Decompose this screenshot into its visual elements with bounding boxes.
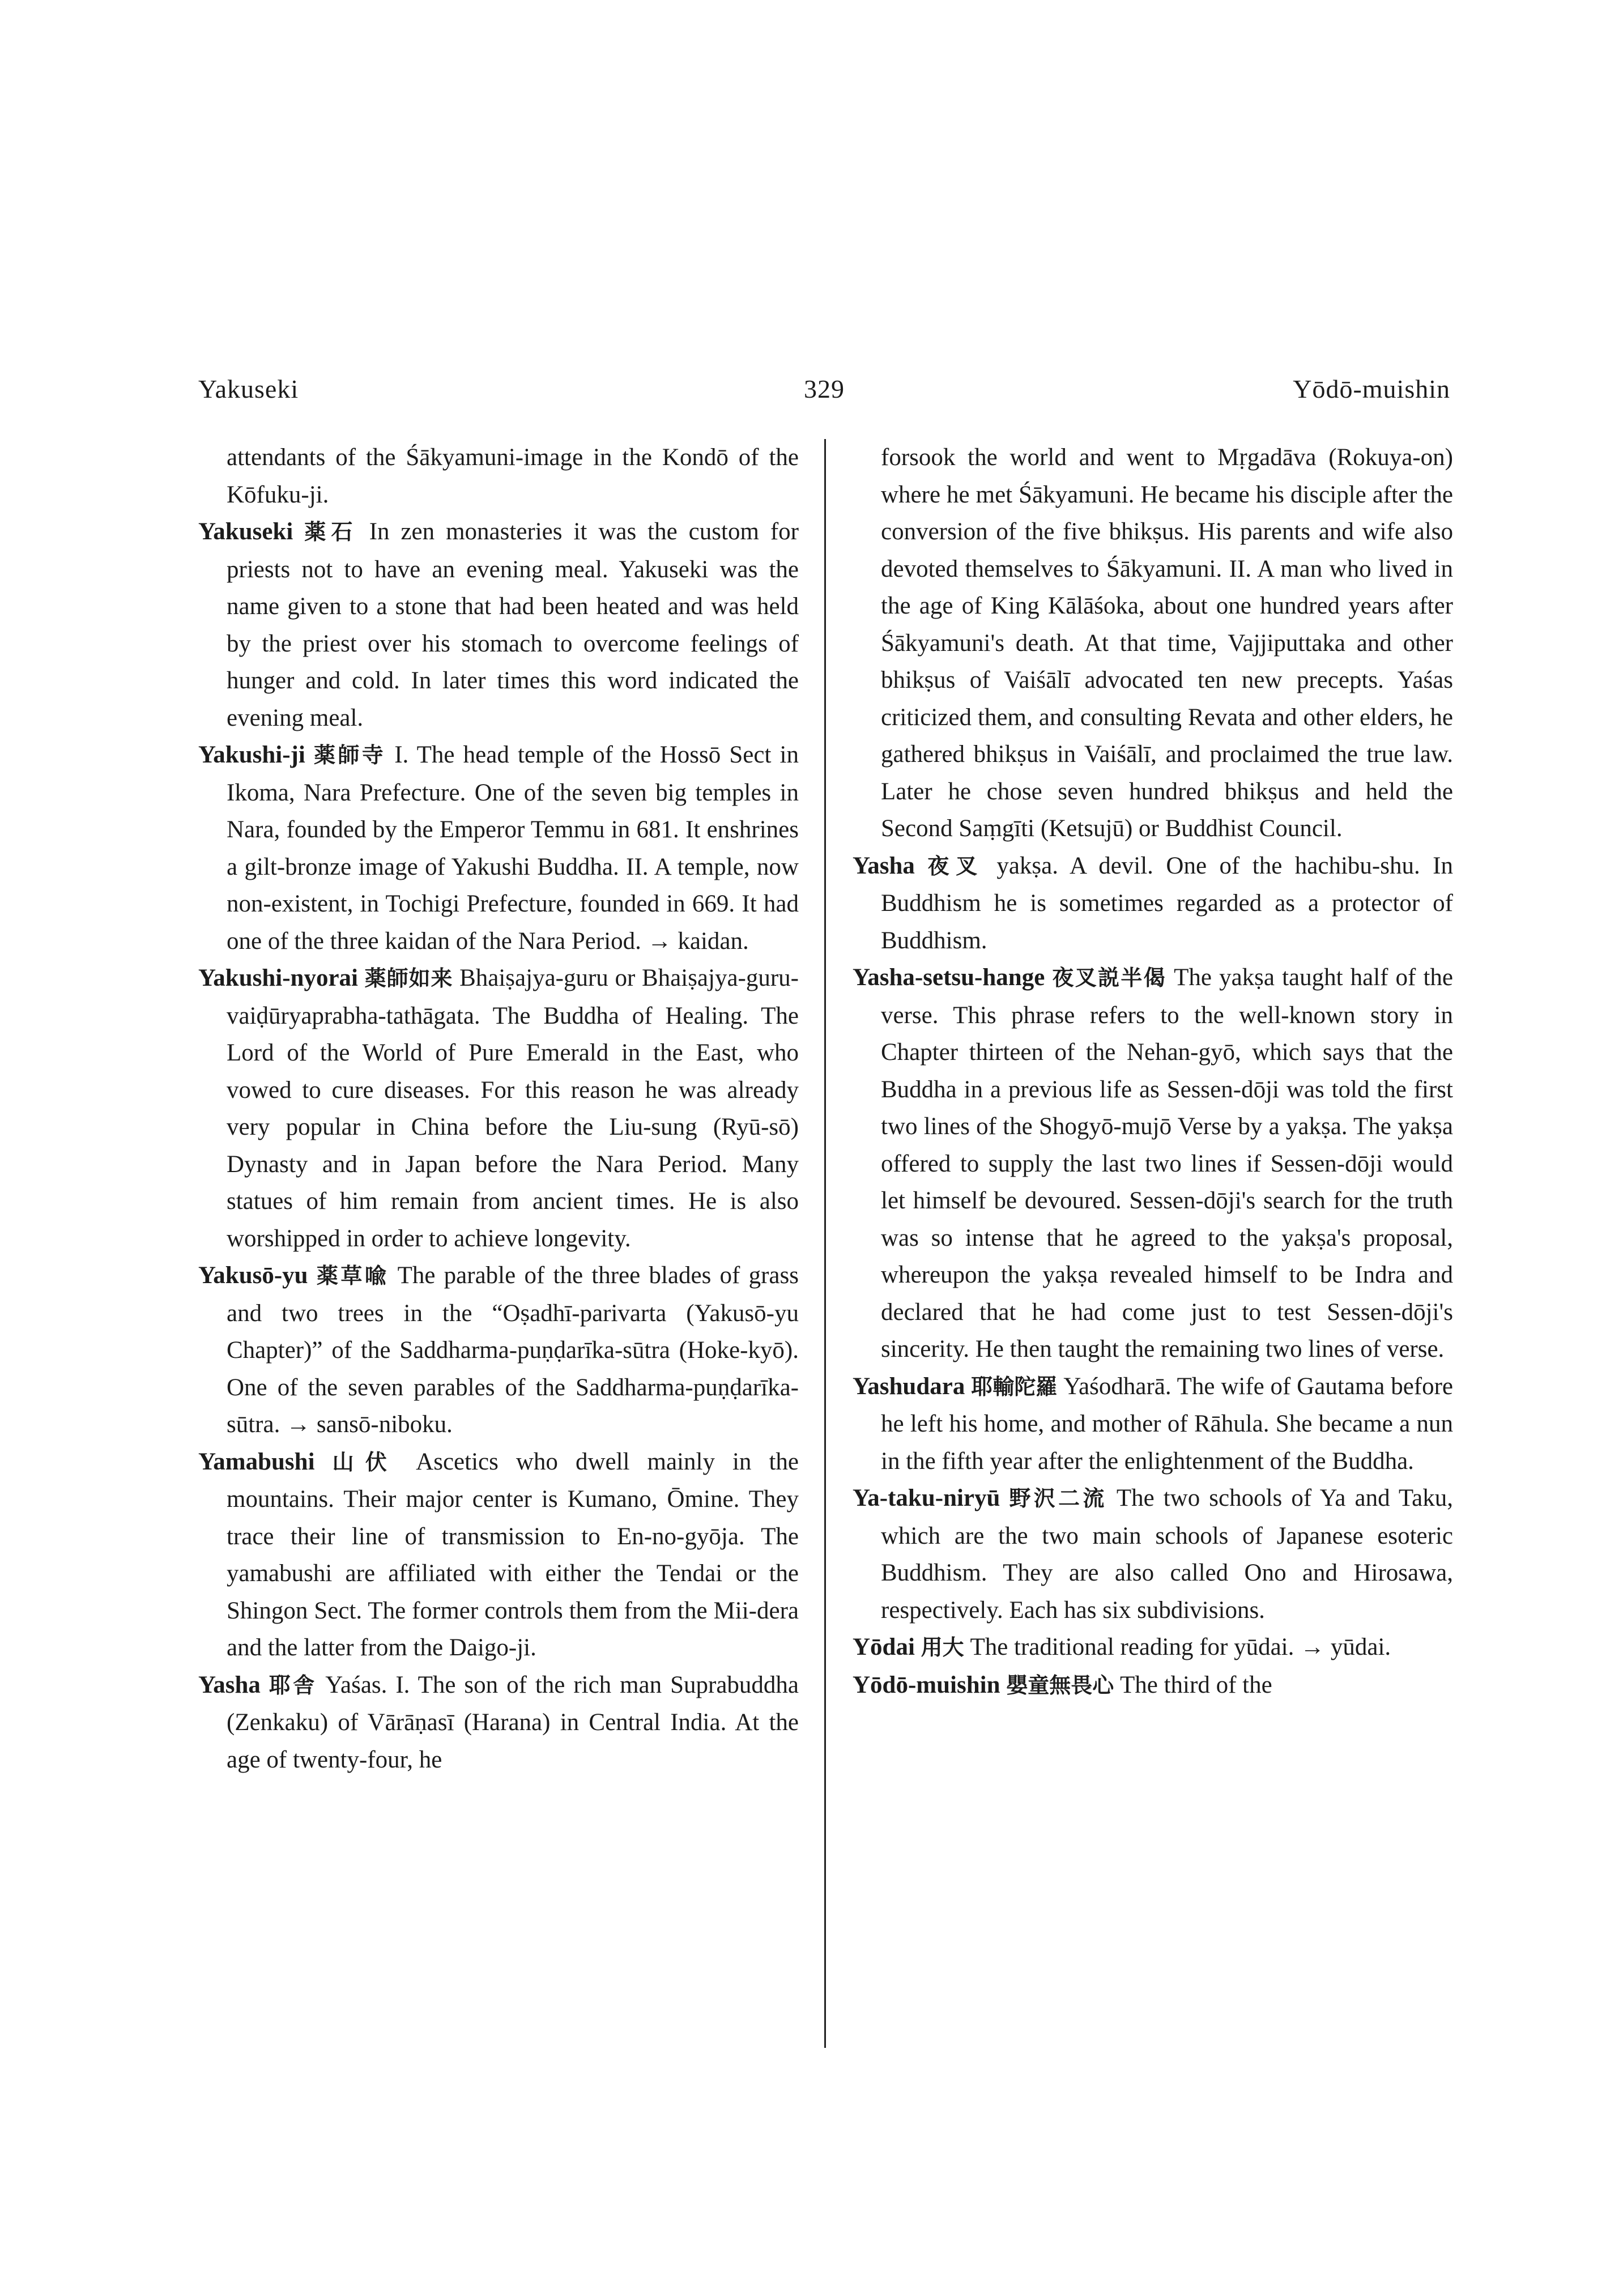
dictionary-entry xyxy=(853,1368,1453,1480)
entry-definition: Yaśas. I. The son of the rich man Suprabuddha (Zenkaku) of Vārāṇasī (Harana) in Central India. At the age of twenty-four, he xyxy=(227,1671,799,1773)
entry-headword: Yōdō-muishin xyxy=(853,1671,1000,1698)
entry-kanji: 野沢二流 xyxy=(1009,1486,1107,1511)
dictionary-entry xyxy=(853,1629,1453,1667)
header-right-guide-word: Yōdō-muishin xyxy=(1293,374,1450,403)
entry-definition: I. The head temple of the Hossō Sect in Ikoma, Nara Prefecture. One of the seven big temples in Nara, founded by the Emperor Temmu in 681. It enshrines a gilt-bronze image of Yakushi Buddha. II. A temple, now non-existent, in Tochigi Prefecture, founded in 669. It had one of the three kaidan of the Nara Period. → kaidan. xyxy=(227,742,799,955)
entry-headword: Yakusō-yu xyxy=(198,1262,308,1289)
entry-definition: yakṣa. A devil. One of the hachibu-shu. In Buddhism he is sometimes regarded as a protector of Buddhism. xyxy=(881,852,1453,954)
entry-headword: Yasha xyxy=(853,852,915,879)
entry-kanji: 用大 xyxy=(921,1635,964,1660)
continued-entry: attendants of the Śākyamuni-image in the Kondō of the Kōfuku-ji. xyxy=(227,444,799,508)
column-divider xyxy=(824,439,826,2048)
entry-kanji: 耶輸陀羅 xyxy=(971,1374,1058,1399)
entry-definition: The parable of the three blades of grass and two trees in the “Oṣadhī-parivarta (Yakusō-yu Chapter)” of the Saddharma-puṇḍarīka-sūtra (Hoke-kyō). One of the seven parables of the Saddharma-puṇḍarīka-sūtra. → sansō-niboku. xyxy=(227,1262,799,1438)
running-header xyxy=(198,374,1450,419)
dictionary-entry xyxy=(853,1480,1453,1629)
entry-definition: The yakṣa taught half of the verse. This phrase refers to the well-known story in Chapter thirteen of the Nehan-gyō, which says that the Buddha in a previous life as Sessen-dōji was told the first two lines of the Shogyō-mujō Verse by a yakṣa. The yakṣa offered to supply the last two lines if Sessen-dōji would let himself be devoured. Sessen-dōji's search for the truth was so intense that he agreed to the yakṣa's proposal, whereupon the yakṣa revealed himself to be Indra and declared that he had come just to test Sessen-dōji's sincerity. He then taught the remaining two lines of verse. xyxy=(881,964,1453,1362)
entry-headword: Yōdai xyxy=(853,1634,915,1660)
dictionary-entry xyxy=(198,1667,799,1779)
entry-headword: Yasha xyxy=(198,1671,261,1698)
entry-kanji: 耶舎 xyxy=(269,1672,317,1698)
dictionary-entry xyxy=(853,959,1453,1368)
left-column xyxy=(198,439,799,1778)
entry-definition: In zen monasteries it was the custom for priests not to have an evening meal. Yakuseki was the name given to a stone that had been heated and was held by the priest over his stomach to overcome feelings of hunger and cold. In later times this word indicated the evening meal. xyxy=(227,518,799,731)
entry-kanji: 山伏 xyxy=(332,1449,399,1475)
entry-definition: Yaśodharā. The wife of Gautama before he left his home, and mother of Rāhula. She became a nun in the fifth year after the enlightenment of the Buddha. xyxy=(881,1373,1454,1475)
dictionary-entry xyxy=(198,1257,799,1443)
continued-entry: forsook the world and went to Mṛgadāva (Rokuya-on) where he met Śākyamuni. He became his disciple after the conversion of the five bhikṣus. His parents and wife also devoted themselves to Śākyamuni. II. A man who lived in the age of King Kālāśoka, about one hundred years after Śākyamuni's death. At that time, Vajjiputtaka and other bhikṣus of Vaiśālī advocated ten new precepts. Yaśas criticized them, and consulting Revata and other elders, he gathered bhikṣus in Vaiśālī, and proclaimed the true law. Later he chose seven hundred bhikṣus and held the Second Saṃgīti (Ketsujū) or Buddhist Council. xyxy=(881,444,1453,842)
entry-headword: Yakuseki xyxy=(198,518,293,545)
entry-headword: Yasha-setsu-hange xyxy=(853,964,1045,991)
entry-definition: The two schools of Ya and Taku, which are the two main schools of Japanese esoteric Buddhism. They are also called Ono and Hirosawa, respectively. Each has six subdivisions. xyxy=(881,1485,1453,1624)
entry-kanji: 薬石 xyxy=(304,519,358,544)
entry-kanji: 夜叉説半偈 xyxy=(1052,965,1167,990)
entry-kanji: 薬草喩 xyxy=(316,1263,389,1288)
entry-headword: Yashudara xyxy=(853,1373,965,1400)
entry-definition: Bhaiṣajya-guru or Bhaiṣajya-guru-vaiḍūryaprabha-tathāgata. The Buddha of Healing. The Lord of the World of Pure Emerald in the East, who vowed to cure diseases. For this reason he was already very popular in China before the Liu-sung (Ryū-sō) Dynasty and in Japan before the Nara Period. Many statues of him remain from ancient times. He is also worshipped in order to achieve longevity. xyxy=(227,965,799,1252)
entry-headword: Ya-taku-niryū xyxy=(853,1485,1000,1511)
dictionary-entry xyxy=(853,847,1453,960)
dictionary-entry xyxy=(198,513,799,736)
entry-definition: The traditional reading for yūdai. → yūdai. xyxy=(970,1634,1391,1660)
entry-kanji: 嬰童無畏心 xyxy=(1006,1672,1114,1698)
right-column xyxy=(853,439,1453,1704)
entry-headword: Yakushi-ji xyxy=(198,742,305,768)
dictionary-entry xyxy=(198,1443,799,1667)
header-left-guide-word: Yakuseki xyxy=(198,374,299,403)
dictionary-entry xyxy=(198,960,799,1257)
entry-definition: The third of the xyxy=(1120,1671,1272,1698)
page-number: 329 xyxy=(804,374,845,403)
entry-kanji: 薬師寺 xyxy=(313,743,386,768)
entry-kanji: 薬師如来 xyxy=(364,966,453,991)
dictionary-entry xyxy=(853,1667,1453,1705)
entry-definition: Ascetics who dwell mainly in the mountains. Their major center is Kumano, Ōmine. They trace their line of transmission to En-no-gyōja. The yamabushi are affiliated with either the Tendai or the Shingon Sect. The former controls them from the Mii-dera and the latter from the Daigo-ji. xyxy=(227,1448,799,1661)
entry-headword: Yamabushi xyxy=(198,1448,315,1475)
entry-kanji: 夜叉 xyxy=(927,853,984,879)
dictionary-entry xyxy=(198,736,799,960)
entry-headword: Yakushi-nyorai xyxy=(198,965,358,991)
